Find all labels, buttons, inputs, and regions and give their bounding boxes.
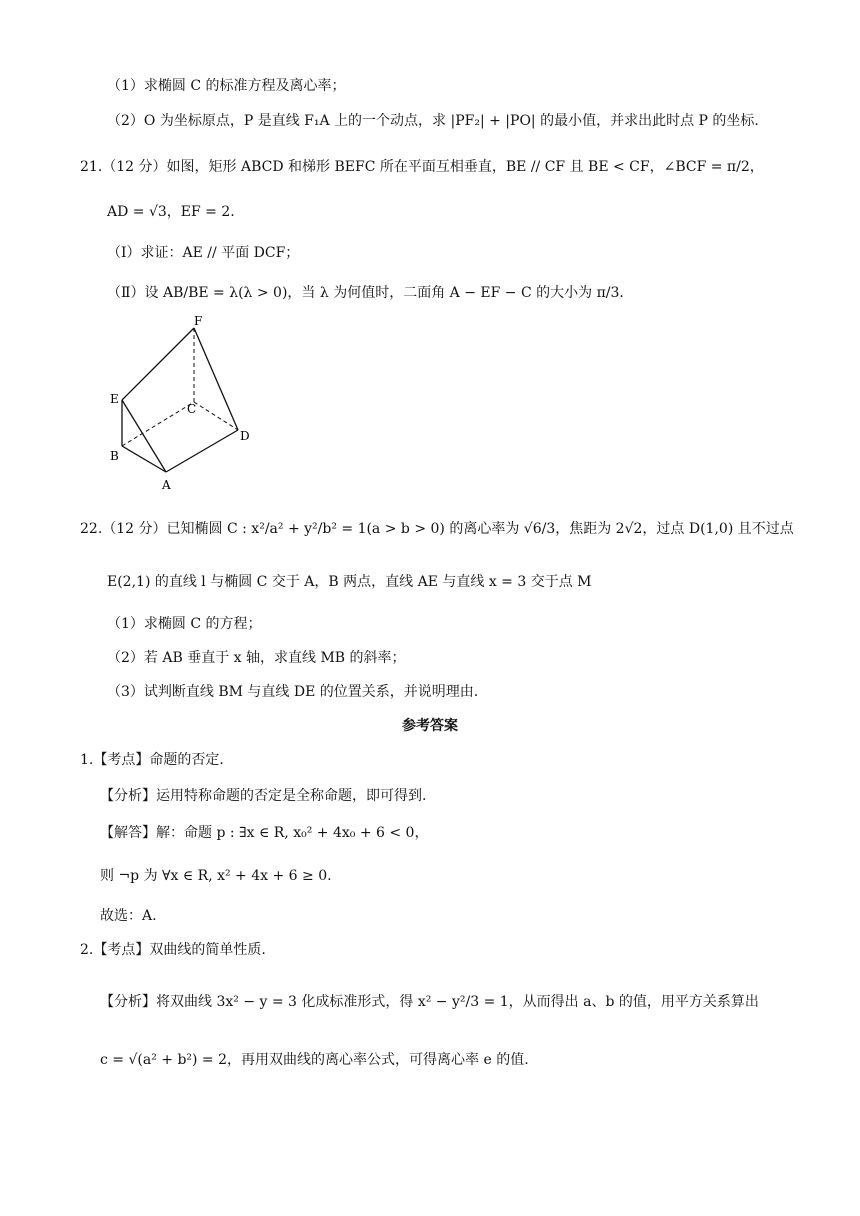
- answer2-analysis: 【分析】将双曲线 3x² − y = 3 化成标准形式，得 x² − y²/3 = 1，从而得出 a、b 的值，用平方关系算出: [100, 994, 759, 1010]
- q20-part1: （1）求椭圆 C 的标准方程及离心率；: [107, 78, 346, 94]
- q22-part1: （1）求椭圆 C 的方程；: [107, 616, 262, 632]
- answer1-analysis: 【分析】运用特称命题的否定是全称命题，即可得到.: [100, 788, 427, 804]
- q21-geometry-figure: [100, 310, 260, 495]
- answer1-solution: 【解答】解：命题 p : ∃x ∈ R, x₀² + 4x₀ + 6 < 0，: [100, 825, 429, 841]
- edge-BC-hidden: [122, 402, 197, 446]
- label-C: C: [187, 402, 197, 416]
- edge-FD: [194, 328, 238, 430]
- edge-AB: [122, 446, 166, 472]
- q21-stem-line1: 21.（12 分）如图，矩形 ABCD 和梯形 BEFC 所在平面互相垂直，BE // CF 且 BE < CF，∠BCF = π/2，: [80, 159, 764, 175]
- q22-stem-line2: E(2,1) 的直线 l 与椭圆 C 交于 A，B 两点，直线 AE 与直线 x = 3 交于点 M: [107, 574, 592, 590]
- label-F: F: [194, 314, 203, 328]
- edge-EA: [122, 400, 166, 472]
- answer2-title: 2.【考点】双曲线的简单性质.: [80, 942, 266, 958]
- answer1-choice: 故选：A.: [100, 908, 157, 924]
- edge-DA: [166, 430, 238, 472]
- q22-part2: （2）若 AB 垂直于 x 轴，求直线 MB 的斜率；: [107, 650, 406, 666]
- label-B: B: [110, 449, 119, 463]
- answer1-then: 则 ¬p 为 ∀x ∈ R, x² + 4x + 6 ≥ 0.: [100, 868, 332, 884]
- label-D: D: [240, 429, 250, 443]
- q21-part1: （Ⅰ）求证：AE // 平面 DCF；: [107, 245, 300, 261]
- q20-part2: （2）O 为坐标原点，P 是直线 F₁A 上的一个动点，求 |PF₂| + |PO| 的最小值，并求出此时点 P 的坐标.: [107, 113, 759, 129]
- q22-part3: （3）试判断直线 BM 与直线 DE 的位置关系，并说明理由.: [107, 684, 479, 700]
- answers-heading: 参考答案: [402, 718, 458, 734]
- q22-stem-line1: 22.（12 分）已知椭圆 C : x²/a² + y²/b² = 1(a > b > 0) 的离心率为 √6/3，焦距为 2√2，过点 D(1,0) 且不过点: [80, 521, 794, 537]
- q21-stem-line2: AD = √3，EF = 2.: [107, 204, 235, 220]
- label-E: E: [110, 392, 119, 406]
- q21-part2: （Ⅱ）设 AB/BE = λ(λ > 0)，当 λ 为何值时，二面角 A − EF − C 的大小为 π/3.: [107, 285, 624, 301]
- answer1-title: 1.【考点】命题的否定.: [80, 752, 224, 768]
- label-A: A: [162, 478, 171, 492]
- answer2-cont: c = √(a² + b²) = 2，再用双曲线的离心率公式，可得离心率 e 的值.: [100, 1052, 529, 1068]
- edge-EF: [122, 328, 194, 400]
